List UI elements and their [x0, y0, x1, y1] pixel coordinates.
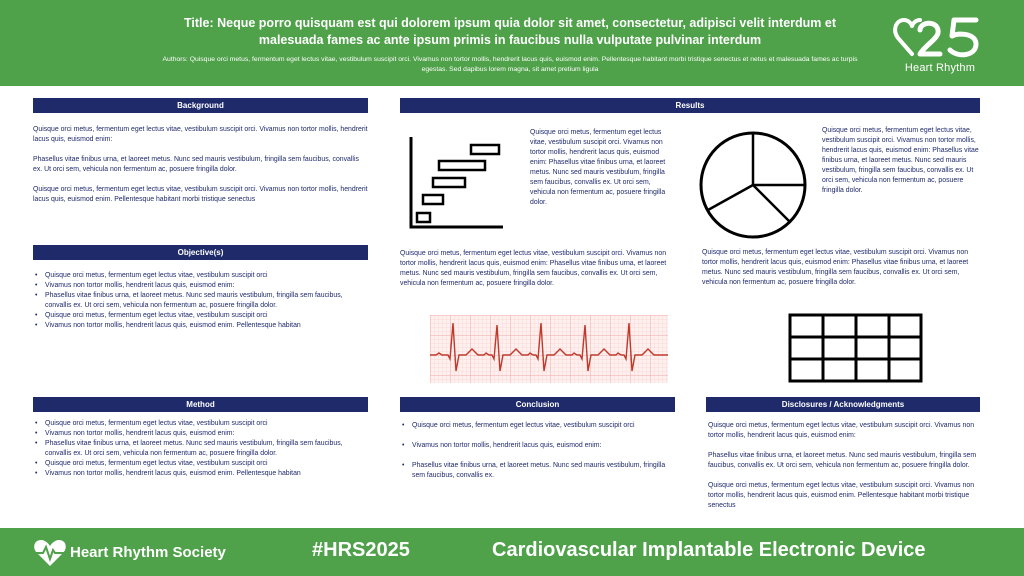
background-paragraph: Quisque orci metus, fermentum eget lectus vitae, vestibulum suscipit orci. Vivamus non tortor mollis, hendrerit lacus quis, euismod enim. Pellentesque habitant morbi tristique senectus: [33, 186, 368, 203]
results-text-ecg: Quisque orci metus, fermentum eget lectus vitae, vestibulum suscipit orci. Vivamus non tortor mollis, hendrerit lacus quis, euismod enim: Phasellus vitae finibus urna, et laoreet metus. Nunc sed mauris vestibulum, fringilla sem faucibus, convallis ex. Ut orci sem, vehicula non fermentum ac, posuere fringilla dolor.: [400, 250, 667, 287]
list-item: • Quisque orci metus, fermentum eget lectus vitae, vestibulum suscipit orci: [33, 311, 368, 321]
poster-authors: Authors: Quisque orci metus, fermentum eget lectus vitae, vestibulum suscipit orci. Vivamus non tortor mollis, hendrerit lacus quis, euismod enim. Pellentesque habitant morbi tristique senectus et netus et malesuada fames ac turpis egestas. Sed dapibus lorem magna, sit amet pretium ligula: [162, 56, 858, 73]
results-text-bars: Quisque orci metus, fermentum eget lectus vitae, vestibulum suscipit orci. Vivamus non tortor mollis, hendrerit lacus quis, euismod enim: Phasellus vitae finibus urna, et laoreet metus. Nunc sed mauris vestibulum, fringilla sem faucibus, convallis ex. Ut orci sem, vehicula non fermentum ac, posuere fringilla dolor.: [530, 129, 666, 206]
background-heading: Background: [33, 98, 368, 113]
pie-graphic-icon: [698, 130, 808, 240]
background-paragraph: Quisque orci metus, fermentum eget lectus vitae, vestibulum suscipit orci. Vivamus non tortor mollis, hendrerit lacus quis, euismod enim:: [33, 126, 368, 143]
objectives-heading: Objective(s): [33, 245, 368, 260]
table-graphic-icon: [788, 313, 923, 383]
logo-caption: Heart Rhythm: [904, 62, 976, 74]
list-item: • Phasellus vitae finibus urna, et laoreet metus. Nunc sed mauris vestibulum, fringilla sem faucibus, convallis ex.: [400, 461, 675, 481]
disclosures-heading: Disclosures / Acknowledgments: [706, 397, 980, 412]
header-banner: [0, 0, 1024, 86]
society-name: Heart Rhythm Society: [70, 544, 226, 561]
list-item: • Phasellus vitae finibus urna, et laoreet metus. Nunc sed mauris vestibulum, fringilla sem faucibus, convallis ex. Ut orci sem, vehicula non fermentum ac, posuere fringilla dolor.: [33, 439, 368, 459]
list-item: • Quisque orci metus, fermentum eget lectus vitae, vestibulum suscipit orci: [33, 271, 368, 281]
method-heading: Method: [33, 397, 368, 412]
disclosures-paragraph: Quisque orci metus, fermentum eget lectus vitae, vestibulum suscipit orci. Vivamus non tortor mollis, hendrerit lacus quis, euismod enim:: [708, 422, 975, 439]
list-item: • Vivamus non tortor mollis, hendrerit lacus quis, euismod enim:: [33, 429, 368, 439]
heart-ekg-logo-icon: [32, 538, 68, 568]
ecg-strip-image: [430, 315, 668, 383]
disclosures-paragraph: Phasellus vitae finibus urna, et laoreet metus. Nunc sed mauris vestibulum, fringilla sem faucibus, convallis ex. Ut orci sem, vehicula non fermentum ac, posuere fringilla dolor.: [708, 452, 977, 469]
objectives-list: [33, 271, 368, 331]
conclusion-heading: Conclusion: [400, 397, 675, 412]
list-item: • Vivamus non tortor mollis, hendrerit lacus quis, euismod enim. Pellentesque habitan: [33, 321, 368, 331]
background-paragraph: Phasellus vitae finibus urna, et laoreet metus. Nunc sed mauris vestibulum, fringilla sem faucibus, convallis ex. Ut orci sem, vehicula non fermentum ac, posuere fringilla dolor.: [33, 156, 359, 173]
method-list: [33, 419, 368, 479]
list-item: • Vivamus non tortor mollis, hendrerit lacus quis, euismod enim. Pellentesque habitan: [33, 469, 368, 479]
poster-topic: Cardiovascular Implantable Electronic Device: [492, 539, 926, 561]
list-item: • Vivamus non tortor mollis, hendrerit lacus quis, euismod enim:: [400, 441, 675, 451]
heart-25-logo-icon: [890, 8, 990, 78]
disclosures-body: [708, 421, 980, 521]
list-item: • Quisque orci metus, fermentum eget lectus vitae, vestibulum suscipit orci: [33, 459, 368, 469]
background-body: [33, 125, 368, 215]
conclusion-list: [400, 421, 675, 491]
conference-hashtag: #HRS2025: [312, 539, 410, 561]
disclosures-paragraph: Quisque orci metus, fermentum eget lectus vitae, vestibulum suscipit orci. Vivamus non tortor mollis, hendrerit lacus quis, euismod enim. Pellentesque habitant morbi tristique senectus: [708, 482, 975, 509]
results-heading: Results: [400, 98, 980, 113]
list-item: • Vivamus non tortor mollis, hendrerit lacus quis, euismod enim:: [33, 281, 368, 291]
results-text-table: Quisque orci metus, fermentum eget lectus vitae, vestibulum suscipit orci. Vivamus non tortor mollis, hendrerit lacus quis, euismod enim: Phasellus vitae finibus urna, et laoreet metus. Nunc sed mauris vestibulum, fringilla sem faucibus, convallis ex. Ut orci sem, vehicula non fermentum ac, posuere fringilla dolor.: [702, 249, 969, 286]
list-item: • Phasellus vitae finibus urna, et laoreet metus. Nunc sed mauris vestibulum, fringilla sem faucibus, convallis ex. Ut orci sem, vehicula non fermentum ac, posuere fringilla dolor.: [33, 291, 368, 311]
poster-title: Title: Neque porro quisquam est qui dolorem ipsum quia dolor sit amet, consectetur, adipisci velit interdum et malesuada fames ac ante ipsum primis in faucibus nulla vulputate pulvinar interdum: [184, 16, 836, 47]
bar-graphic-icon: [405, 135, 505, 230]
list-item: • Quisque orci metus, fermentum eget lectus vitae, vestibulum suscipit orci: [400, 421, 675, 431]
list-item: • Quisque orci metus, fermentum eget lectus vitae, vestibulum suscipit orci: [33, 419, 368, 429]
footer-banner: [0, 528, 1024, 576]
results-text-pie: Quisque orci metus, fermentum eget lectus vitae, vestibulum suscipit orci. Vivamus non tortor mollis, hendrerit lacus quis, euismod enim: Phasellus vitae finibus urna, et laoreet metus. Nunc sed mauris vestibulum, fringilla sem faucibus, convallis ex. Ut orci sem, vehicula non fermentum ac, posuere fringilla dolor.: [822, 127, 979, 194]
